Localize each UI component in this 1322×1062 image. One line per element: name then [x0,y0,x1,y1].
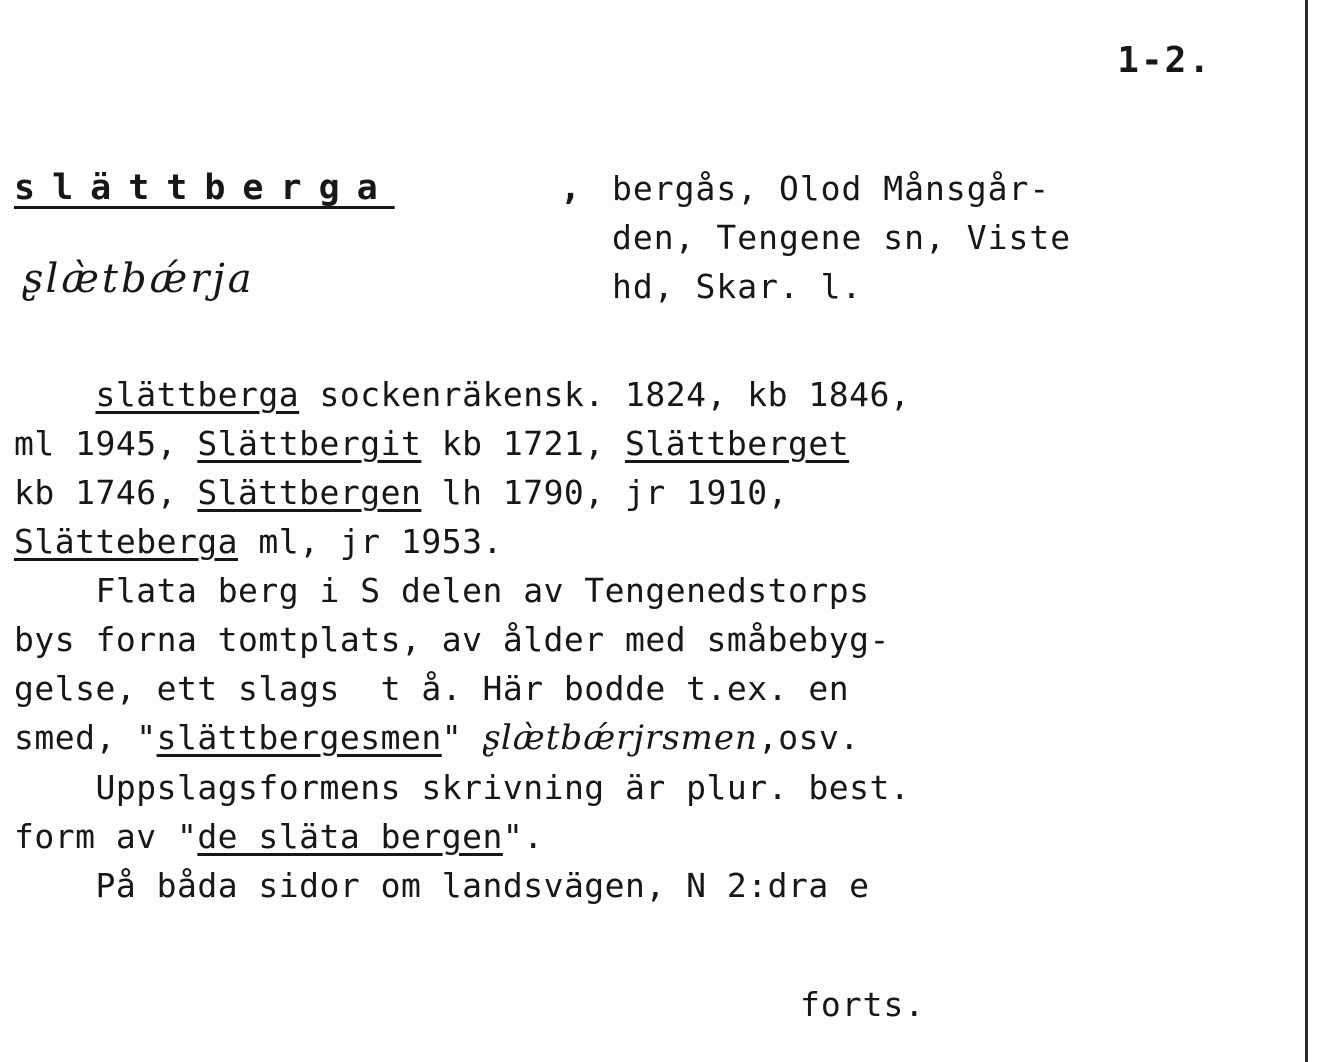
text-line [14,566,1284,615]
text-run: bys forna tomtplats, av ålder med småbebyg- [14,620,890,659]
paragraph-description [14,566,1284,763]
headword-punctuation: , [560,168,582,208]
head-note [612,164,1071,311]
text-run: form av " [14,817,198,856]
head-note-line: den, Tengene sn, Viste [612,218,1072,257]
head-note-line: hd, Skar. l. [612,267,863,306]
text-line [14,615,1284,664]
text-run: kb 1721, [421,424,626,463]
underlined-form: Slättbergen [197,473,422,512]
page-number: 1-2. [1117,40,1212,81]
text-run: ". [502,817,544,856]
underlined-form: slättbergesmen [156,718,442,757]
card-right-margin [1308,0,1322,1062]
paragraph-location [14,861,1284,910]
card-body-text [14,370,1284,910]
text-line [14,419,1284,468]
head-note-line: bergås, Olod Månsgår- [612,169,1051,208]
text-run: sockenräkensk. 1824, kb 1846, [299,375,911,414]
headword: slättberga [14,168,395,208]
text-line [14,370,1284,419]
underlined-form: Slätteberga [14,522,239,561]
paragraph-explanation [14,763,1284,861]
text-line [14,664,1284,713]
continuation-note: forts. [800,985,926,1024]
phonetic-transcription: ʂlæ̀tbǽrja [22,256,255,302]
underlined-form: Slättbergit [197,424,422,463]
text-run: ,osv. [757,718,860,757]
text-run: Flata berg i S delen av Tengenedstorps [14,571,870,610]
text-run: lh 1790, jr 1910, [421,473,788,512]
text-line [14,517,1284,566]
paragraph-forms [14,370,1284,566]
text-line [14,468,1284,517]
text-line [14,713,1284,763]
text-line [14,763,1284,812]
text-run: gelse, ett slags t å. Här bodde t.ex. en [14,669,850,708]
text-run: ml, jr 1953. [238,522,503,561]
text-run: ml 1945, [14,424,198,463]
underlined-form: slättberga [95,375,300,414]
text-run: På båda sidor om landsvägen, N 2:dra e [14,866,870,905]
underlined-form: Slättberget [625,424,850,463]
text-line [14,861,1284,910]
text-run [14,375,95,414]
text-line [14,812,1284,861]
underlined-form: de släta bergen [197,817,503,856]
text-run: smed, " [14,718,157,757]
text-run: kb 1746, [14,473,198,512]
text-run: " [441,718,483,757]
handwritten-transcription: ʂlæ̀tbǽrjrsmen [482,718,758,758]
text-run: Uppslagsformens skrivning är plur. best. [14,768,911,807]
